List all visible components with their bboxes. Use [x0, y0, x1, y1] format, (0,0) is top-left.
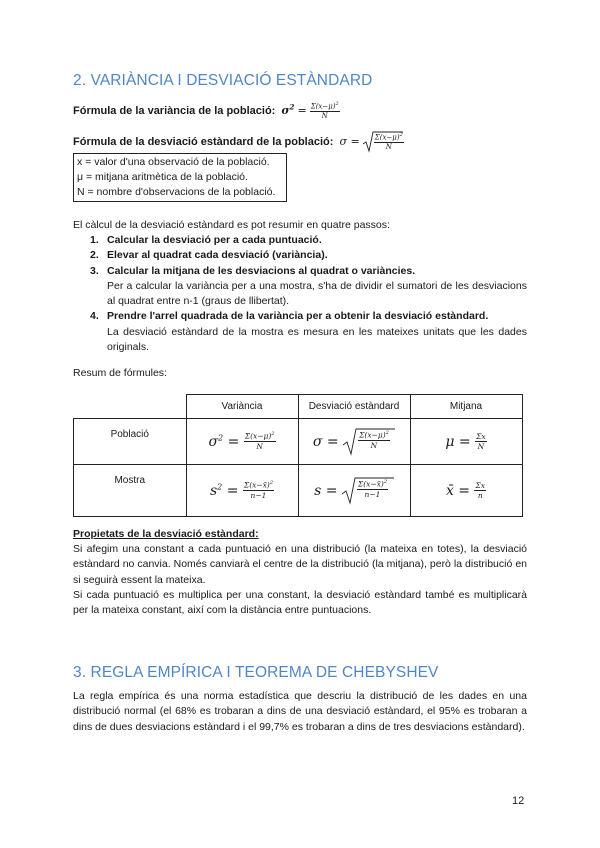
section-2-heading: 2. VARIÀNCIA I DESVIACIÓ ESTÀNDARD — [73, 72, 373, 89]
section-3-body: La regla empírica és una norma estadística que descriu la distribució de les dades en una distribució normal (el 68% es trobaran a dins de una desviació estàndard, el 95% es trobaran a dins de dues desviacions estàndard i el 99,7% es trobaran a dins de tres desviacions estàndard). — [73, 690, 527, 733]
properties-paragraph-2: Si cada puntuació es multiplica per una constant, la desviació estàndard també es multiplicarà per la mateixa constant, així com la distància entre puntuacions. — [73, 589, 527, 617]
steps-intro: El càlcul de la desviació estàndard es pot resumir en quatre passos: — [73, 219, 390, 231]
summary-label: Resum de fórmules: — [73, 367, 167, 379]
variance-formula-line: Fórmula de la variància de la població: $\sigma^2$ = $\frac{\Sigma(x-\mu)^2}{N}$ — [73, 101, 339, 121]
properties-title: Propietats de la desviació estàndard: — [73, 528, 259, 540]
steps-list — [73, 233, 527, 355]
variance-formula-fraction: $\frac{\Sigma(x-\mu)^2}{N}$ — [310, 101, 339, 121]
legend-line: x = valor d'una observació de la població. — [77, 156, 270, 168]
section-3-heading: 3. REGLA EMPÍRICA I TEOREMA DE CHEBYSHEV — [73, 664, 439, 681]
population-mean-formula: μ = $\frac{\Sigma x}{N}$ — [445, 431, 486, 451]
row-label: Mostra — [74, 465, 187, 517]
table-header: Mitjana — [410, 395, 522, 419]
variance-formula-lhs: σ — [281, 104, 290, 118]
sample-variance-formula: $s^2$ = $\frac{\Sigma(x-x̄)^2}{n-1}$ — [209, 480, 273, 501]
symbol-legend-box — [73, 153, 287, 202]
population-sd-formula: σ = $\frac{\Sigma(x-\mu)^2}{N}$ — [313, 434, 395, 450]
legend-line: μ = mitjana aritmètica de la població. — [77, 171, 248, 183]
table-row — [74, 419, 523, 465]
sd-formula-sqrt: $\frac{\Sigma(x-\mu)^2}{N}$ — [363, 131, 403, 153]
variance-formula-label: Fórmula de la variància de la població: — [73, 105, 276, 118]
properties-paragraph-1: Si afegim una constant a cada puntuació en una distribució (la mateixa en totes), la desviació estàndard no canvia. Només canviarà el centre de la distribució (la mitjana), però la distribució en si seguirà essent la mateixa. — [73, 543, 527, 586]
list-item: 4. Prendre l'arrel quadrada de la variància per a obtenir la desviació estàndard. La desviació estàndard de la mostra es mesura en les mateixes unitats que les dades originals. — [90, 310, 527, 354]
row-label: Població — [74, 419, 187, 465]
sd-formula-lhs: σ = — [339, 134, 360, 148]
sd-formula-label: Fórmula de la desviació estàndard de la població: — [73, 135, 334, 148]
sd-formula-line — [73, 131, 403, 153]
table-row — [74, 465, 523, 517]
table-header: Desviació estàndard — [298, 395, 410, 419]
formula-summary-table — [73, 394, 523, 517]
table-header: Variància — [186, 395, 298, 419]
sample-mean-formula: x̄ = $\frac{\Sigma x}{n}$ — [445, 480, 486, 500]
sample-sd-formula: s = $\frac{\Sigma(x-x̄)^2}{n-1}$ — [314, 483, 394, 499]
page-number: 12 — [512, 795, 525, 807]
list-item: 1. Calcular la desviació per a cada puntuació. — [90, 234, 322, 246]
population-variance-formula: $\sigma^2$ = $\frac{\Sigma(x-\mu)^2}{N}$ — [208, 431, 275, 452]
legend-line: N = nombre d'observacions de la població. — [77, 186, 276, 198]
list-item: 2. Elevar al quadrat cada desviació (variància). — [90, 249, 328, 262]
list-item: 3. Calcular la mitjana de les desviacions al quadrat o variàncies. Per a calcular la variància per a una mostra, s'ha de dividir el sumatori de les desviacions al quadrat entre n-1 (graus de llibertat). — [90, 264, 527, 308]
